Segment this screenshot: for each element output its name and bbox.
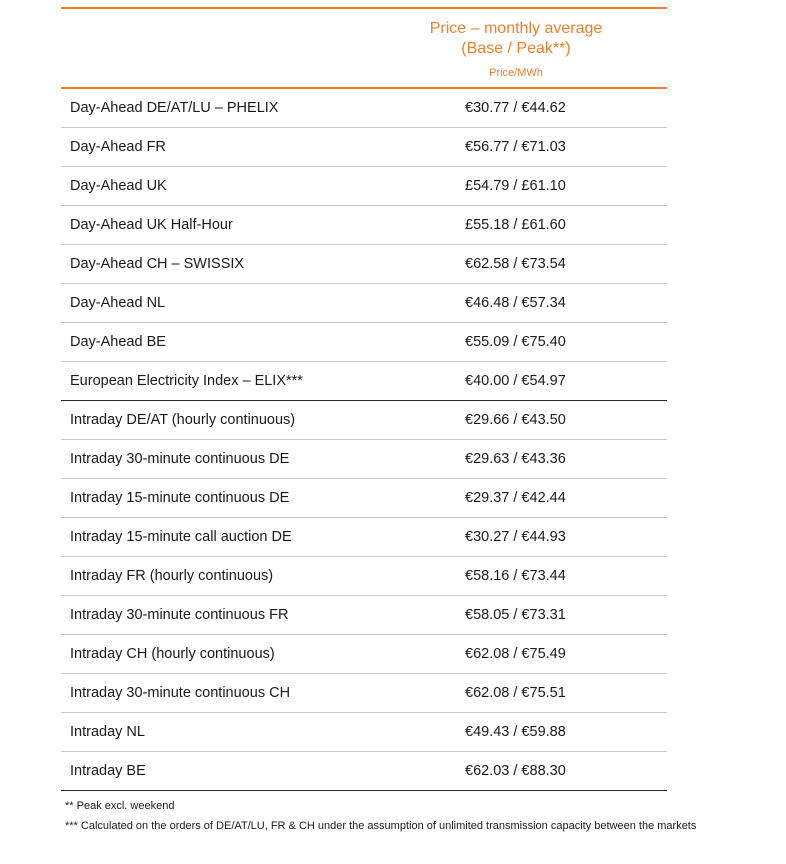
market-price: €30.77 / €44.62: [465, 100, 566, 116]
price-unit-label: Price/MWh: [489, 67, 543, 79]
table-row: [61, 557, 667, 596]
footnotes: [65, 796, 755, 836]
market-price: €46.48 / €57.34: [465, 295, 566, 311]
footnote-peak: ** Peak excl. weekend: [65, 800, 175, 812]
price-header-line2: (Base / Peak**): [461, 40, 571, 57]
price-table: [61, 7, 667, 791]
market-name: Intraday CH (hourly continuous): [70, 646, 275, 662]
table-row: [61, 89, 667, 128]
market-name: Day-Ahead UK: [70, 178, 167, 194]
market-price: €58.05 / €73.31: [465, 607, 566, 623]
market-price: €30.27 / €44.93: [465, 529, 566, 545]
table-row: [61, 596, 667, 635]
market-name: Intraday NL: [70, 724, 145, 740]
market-name: Intraday 15-minute continuous DE: [70, 490, 290, 506]
market-price: €40.00 / €54.97: [465, 373, 566, 389]
market-name: Intraday 15-minute call auction DE: [70, 529, 292, 545]
table-row: [61, 284, 667, 323]
market-name: Day-Ahead BE: [70, 334, 166, 350]
table-row: [61, 713, 667, 752]
market-name: Intraday FR (hourly continuous): [70, 568, 274, 584]
market-name: Intraday 30-minute continuous CH: [70, 685, 291, 701]
market-name: Day-Ahead UK Half-Hour: [70, 217, 233, 233]
market-price: €29.63 / €43.36: [465, 451, 566, 467]
table-header: [61, 9, 667, 89]
market-price: €62.08 / €75.51: [465, 685, 566, 701]
market-price: €29.37 / €42.44: [465, 490, 566, 506]
market-name: Intraday BE: [70, 763, 146, 779]
market-price: €62.03 / €88.30: [465, 763, 566, 779]
market-price: €58.16 / €73.44: [465, 568, 566, 584]
table-row: [61, 167, 667, 206]
table-row: [61, 206, 667, 245]
market-name: Day-Ahead FR: [70, 139, 166, 155]
market-name: Intraday DE/AT (hourly continuous): [70, 412, 296, 428]
table-row: [61, 323, 667, 362]
table-row: [61, 245, 667, 284]
market-name: European Electricity Index – ELIX***: [70, 373, 303, 389]
market-name: Intraday 30-minute continuous FR: [70, 607, 289, 623]
table-row: [61, 440, 667, 479]
market-name: Day-Ahead NL: [70, 295, 166, 311]
table-row: [61, 401, 667, 440]
table-row: [61, 635, 667, 674]
market-name: Intraday 30-minute continuous DE: [70, 451, 290, 467]
market-price: €62.58 / €73.54: [465, 256, 566, 272]
footnote-elix: *** Calculated on the orders of DE/AT/LU, FR & CH under the assumption of unlimited transmission capacity between the markets: [65, 820, 697, 832]
market-price: £55.18 / £61.60: [465, 217, 566, 233]
market-price: €49.43 / €59.88: [465, 724, 566, 740]
table-row: [61, 479, 667, 518]
market-price: €55.09 / €75.40: [465, 334, 566, 350]
table-row: [61, 128, 667, 167]
market-price: £54.79 / £61.10: [465, 178, 566, 194]
market-name: Day-Ahead DE/AT/LU – PHELIX: [70, 100, 279, 116]
market-price: €56.77 / €71.03: [465, 139, 566, 155]
table-row: [61, 362, 667, 401]
table-row: [61, 674, 667, 713]
price-column-header: [391, 19, 641, 80]
market-name: Day-Ahead CH – SWISSIX: [70, 256, 245, 272]
market-price: €62.08 / €75.49: [465, 646, 566, 662]
table-row: [61, 752, 667, 791]
table-row: [61, 518, 667, 557]
price-header-line1: Price – monthly average: [429, 20, 603, 37]
market-price: €29.66 / €43.50: [465, 412, 566, 428]
